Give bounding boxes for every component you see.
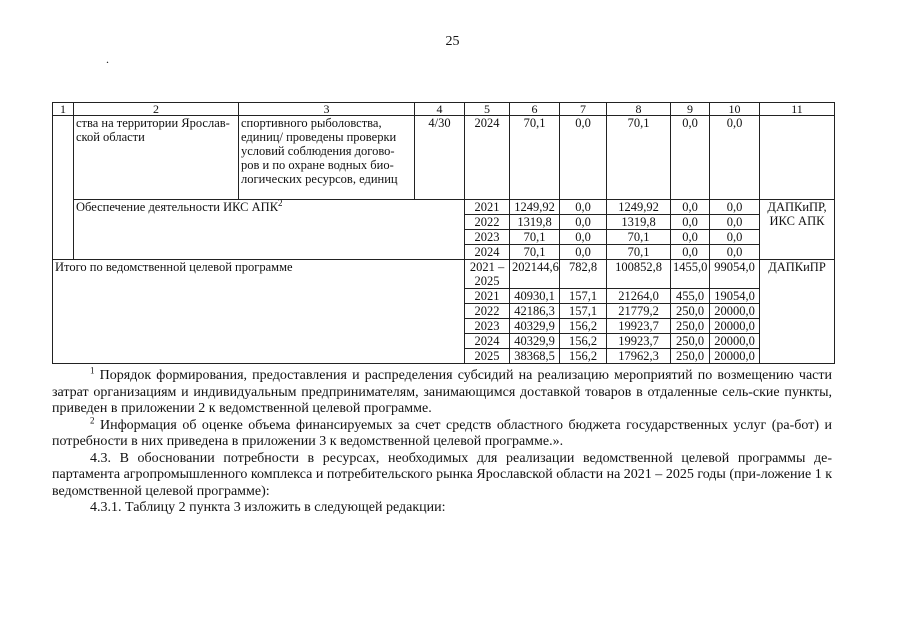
value-cell: 202144,6 [510,260,560,289]
col-header: 4 [415,103,465,116]
col-header: 5 [465,103,510,116]
value-cell: 17962,3 [607,349,671,364]
value-cell: 1319,8 [510,215,560,230]
value-cell: 250,0 [671,319,710,334]
value-cell: 40329,9 [510,319,560,334]
value-cell: 157,1 [560,304,607,319]
table-row [53,200,835,215]
col-header: 9 [671,103,710,116]
value-cell: 0,0 [560,230,607,245]
value-cell: 782,8 [560,260,607,289]
footnote-ref: 2 [278,199,283,208]
table-row [53,260,835,289]
value-cell: 99054,0 [710,260,760,289]
value-cell: 38368,5 [510,349,560,364]
value-cell: 250,0 [671,334,710,349]
footnote-number: 1 [90,365,95,376]
value-cell: 156,2 [560,349,607,364]
value-cell: 1249,92 [607,200,671,215]
year-cell: 2021 [465,289,510,304]
notes-block [52,365,832,517]
value-cell: 0,0 [560,116,607,200]
footnote-number: 2 [90,414,95,425]
footnote-1 [52,365,832,418]
activity-name: ства на территории Ярослав-ской области [74,116,239,200]
value-cell: 1249,92 [510,200,560,215]
value-cell: 0,0 [671,230,710,245]
value-cell: 100852,8 [607,260,671,289]
value-cell: 19923,7 [607,334,671,349]
value-cell: 20000,0 [710,334,760,349]
total-label: Итого по ведомственной целевой программе [53,260,465,364]
year-cell: 2022 [465,215,510,230]
value-cell: 455,0 [671,289,710,304]
value-cell: 0,0 [710,230,760,245]
table-row [53,116,835,200]
year-cell: 2022 [465,304,510,319]
value-cell: 20000,0 [710,304,760,319]
col-header: 8 [607,103,671,116]
empty-cell [53,116,74,260]
footnote-text: Порядок формирования, предоставления и распределения субсидий на реализацию мероприятий по возмещению части затрат организациям и индивидуальным предпринимателям, занимающимся доставкой товаров в отдаленные сель-ские пункты, приведен в приложении 2 к ведомственной целевой программе. [52,368,832,416]
col-header: 3 [239,103,415,116]
page-number: 25 [445,34,460,49]
budget-table [52,102,835,364]
responsible-cell: ДАПКиПР [760,260,835,364]
value-cell: 20000,0 [710,349,760,364]
ikc-label-cell [74,200,465,260]
paragraph-4-3-1: 4.3.1. Таблицу 2 пункта 3 изложить в следующей редакции: [90,500,446,515]
value-cell: 0,0 [710,200,760,215]
value-cell: 70,1 [510,245,560,260]
col-header: 10 [710,103,760,116]
col-header: 1 [53,103,74,116]
indicator-value: 4/30 [415,116,465,200]
year-cell: 2021 [465,200,510,215]
value-cell: 70,1 [607,245,671,260]
value-cell: 1319,8 [607,215,671,230]
value-cell: 40930,1 [510,289,560,304]
value-cell: 156,2 [560,319,607,334]
year-cell: 2023 [465,319,510,334]
year-cell: 2021 – 2025 [465,260,510,289]
header-row [53,103,835,116]
value-cell: 21264,0 [607,289,671,304]
value-cell: 0,0 [710,215,760,230]
responsible-cell [760,116,835,200]
value-cell: 70,1 [607,230,671,245]
value-cell: 42186,3 [510,304,560,319]
value-cell: 250,0 [671,349,710,364]
col-header: 6 [510,103,560,116]
col-header: 2 [74,103,239,116]
year-cell: 2024 [465,116,510,200]
value-cell: 157,1 [560,289,607,304]
value-cell: 19923,7 [607,319,671,334]
value-cell: 20000,0 [710,319,760,334]
value-cell: 156,2 [560,334,607,349]
ikc-label: Обеспечение деятельности ИКС АПК [76,200,279,214]
value-cell: 0,0 [671,116,710,200]
indicator-name: спортивного рыболовства, единиц/ проведены проверки условий соблюдения догово-ров и по охране водных био-логических ресурсов, единиц [239,116,415,200]
value-cell: 40329,9 [510,334,560,349]
stray-dot: . [106,52,109,66]
value-cell: 0,0 [560,200,607,215]
year-cell: 2024 [465,334,510,349]
value-cell: 70,1 [510,116,560,200]
year-cell: 2024 [465,245,510,260]
year-cell: 2023 [465,230,510,245]
responsible-cell: ДАПКиПР, ИКС АПК [760,200,835,260]
value-cell: 70,1 [510,230,560,245]
col-header: 7 [560,103,607,116]
year-cell: 2025 [465,349,510,364]
value-cell: 0,0 [671,215,710,230]
footnote-2 [52,414,832,451]
footnote-text: Информация об оценке объема финансируемых за счет средств областного бюджета государственных услуг (ра-бот) и потребности в них приведена в приложении 3 к ведомственной целевой программе.». [52,417,832,449]
paragraph-4-3: 4.3. В обосновании потребности в ресурсах, необходимых для реализации ведомственной целевой программы де-партамента агропромышленного комплекса и потребительского рынка Ярославской области на 2021 – 2025 годы (при-ложение 1 к ведомственной целевой программе): [52,450,832,499]
value-cell: 0,0 [560,245,607,260]
value-cell: 0,0 [671,245,710,260]
value-cell: 21779,2 [607,304,671,319]
value-cell: 19054,0 [710,289,760,304]
value-cell: 0,0 [671,200,710,215]
value-cell: 0,0 [710,245,760,260]
value-cell: 250,0 [671,304,710,319]
col-header: 11 [760,103,835,116]
value-cell: 0,0 [710,116,760,200]
value-cell: 1455,0 [671,260,710,289]
value-cell: 70,1 [607,116,671,200]
value-cell: 0,0 [560,215,607,230]
